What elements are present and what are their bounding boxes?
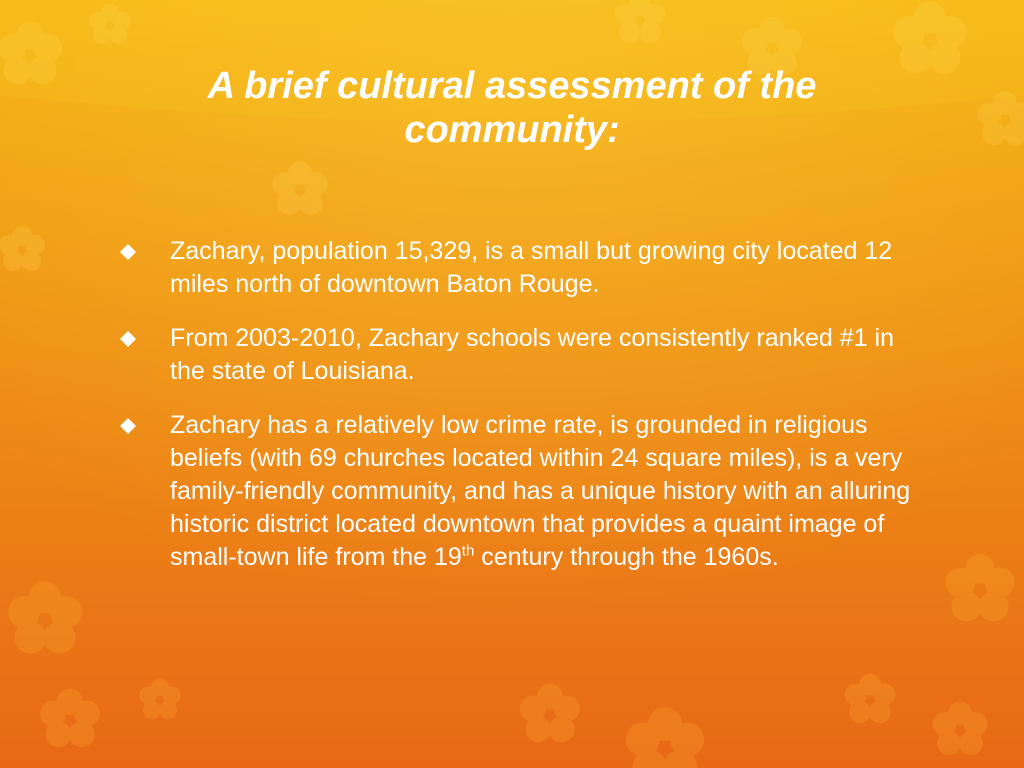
bullet-text: From 2003-2010, Zachary schools were consistently ranked #1 in the state of Louisiana. — [170, 324, 894, 385]
diamond-icon — [118, 242, 138, 262]
ordinal-superscript: th — [461, 542, 475, 560]
bullet-item — [118, 235, 918, 301]
bullet-text-part: Zachary has a relatively low crime rate, is grounded in religious beliefs (with 69 churches located within 24 square miles), is a very family-friendly community, and has a unique history with an alluring historic district located downtown that provides a quaint image of small-town life from the 19 — [170, 411, 911, 571]
bullet-item — [118, 409, 918, 574]
bullet-text — [170, 411, 910, 571]
bullet-item — [118, 322, 918, 388]
slide-title: A brief cultural assessment of the community: — [207, 65, 817, 151]
diamond-icon — [118, 329, 138, 349]
bullet-text: Zachary, population 15,329, is a small but growing city located 12 miles north of downtown Baton Rouge. — [170, 237, 893, 298]
bullet-list — [118, 235, 918, 595]
bullet-text-part: century through the 1960s. — [474, 543, 779, 571]
diamond-icon — [118, 416, 138, 436]
